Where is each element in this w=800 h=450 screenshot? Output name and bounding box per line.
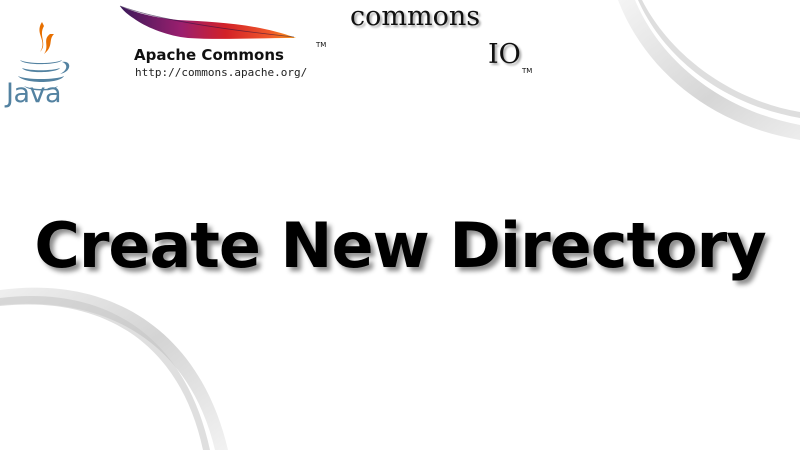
apache-commons-logo — [118, 4, 338, 84]
apache-commons-url: http://commons.apache.org/ — [135, 66, 308, 79]
apache-commons-title: Apache Commons — [134, 46, 284, 64]
commons-io-trademark: TM — [522, 67, 533, 75]
commons-io-logo-line2: IO — [488, 39, 521, 70]
page-title: Create New Directory — [34, 209, 766, 282]
java-logo-text: Java — [6, 78, 62, 109]
decorative-swoosh-bottom-left — [0, 270, 240, 450]
apache-trademark: TM — [316, 41, 327, 49]
decorative-swoosh-top-right — [600, 0, 800, 140]
commons-io-logo-line1: commons — [350, 1, 481, 32]
